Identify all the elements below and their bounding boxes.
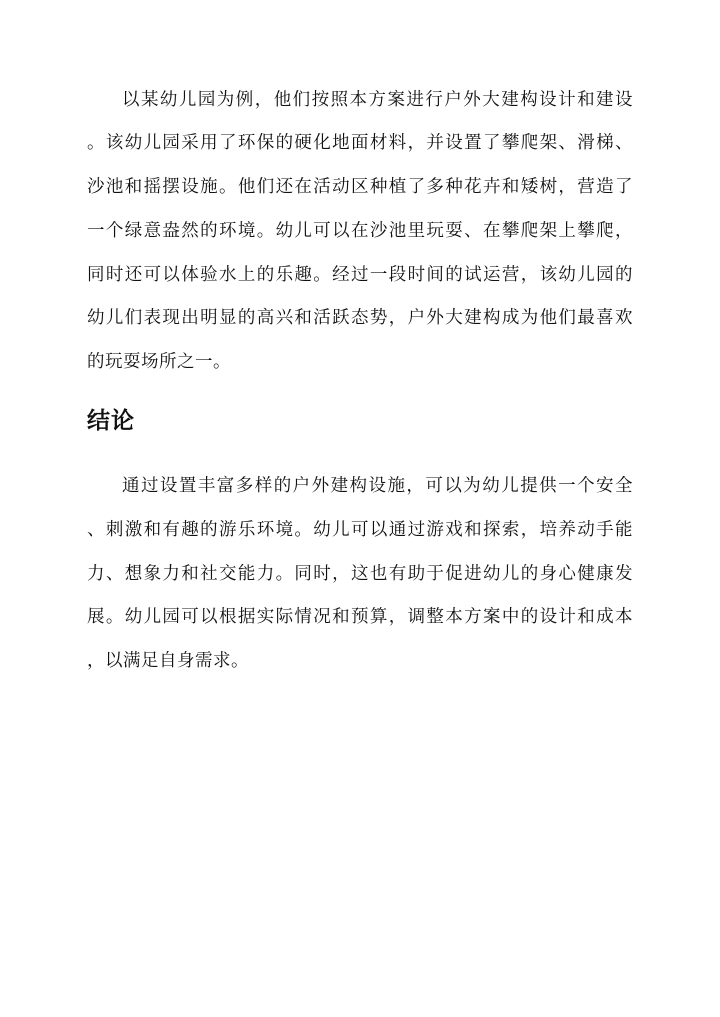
paragraph-line: 一个绿意盎然的环境。幼儿可以在沙池里玩耍、在攀爬架上攀爬， (87, 221, 633, 241)
paragraph-line: ，以满足自身需求。 (87, 651, 249, 671)
paragraph-line: 的玩耍场所之一。 (87, 352, 231, 372)
paragraph-line: 幼儿们表现出明显的高兴和活跃态势，户外大建构成为他们最喜欢 (87, 308, 633, 328)
paragraph-line: 同时还可以体验水上的乐趣。经过一段时间的试运营，该幼儿园的 (87, 265, 633, 285)
paragraph-line: 。该幼儿园采用了环保的硬化地面材料，并设置了攀爬架、滑梯、 (87, 133, 633, 153)
paragraph-line: 展。幼儿园可以根据实际情况和预算，调整本方案中的设计和成本 (87, 607, 633, 627)
section-heading-conclusion: 结论 (87, 407, 135, 434)
paragraph-line: 沙池和摇摆设施。他们还在活动区种植了多种花卉和矮树，营造了 (87, 177, 633, 197)
paragraph-line: 以某幼儿园为例，他们按照本方案进行户外大建构设计和建设 (122, 90, 633, 110)
paragraph-line: 通过设置丰富多样的户外建构设施，可以为幼儿提供一个安全 (122, 476, 633, 496)
paragraph-line: 力、想象力和社交能力。同时，这也有助于促进幼儿的身心健康发 (87, 564, 633, 584)
paragraph-line: 、刺激和有趣的游乐环境。幼儿可以通过游戏和探索，培养动手能 (87, 520, 633, 540)
